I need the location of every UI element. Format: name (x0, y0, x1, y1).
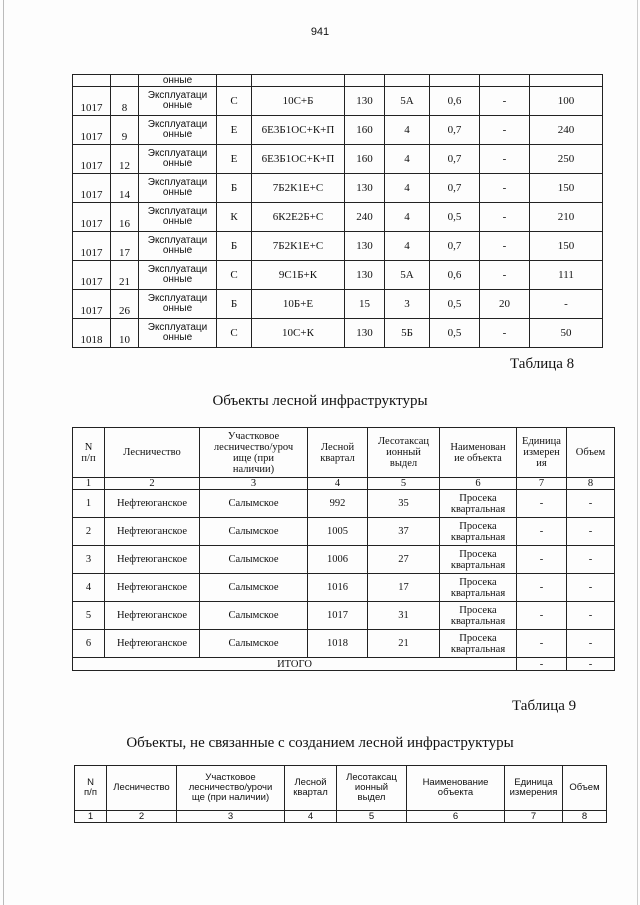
table-cell-object: Просека квартальная (440, 490, 517, 518)
table-cell-type: Эксплуатаци онные (139, 290, 217, 319)
total-row (73, 658, 615, 671)
table-cell-density: 0,7 (430, 174, 480, 203)
table-cell-age: 160 (345, 116, 385, 145)
table-cell-age: 130 (345, 319, 385, 348)
table-cell-density: 0,5 (430, 319, 480, 348)
table-cell-species: С (217, 87, 252, 116)
table-cell-bonitet: 4 (385, 203, 430, 232)
table-cell-allotment: 37 (368, 518, 440, 546)
header-cell (517, 428, 567, 478)
table-9-header (75, 766, 607, 823)
table-row (73, 261, 603, 290)
table-cell-col9: 20 (480, 290, 530, 319)
column-number-row (75, 811, 607, 823)
table-cell-species: Б (217, 174, 252, 203)
table-cell-allotment: 9 (111, 116, 139, 145)
header-text-line: лесничество/уроч (213, 441, 294, 453)
header-cell (107, 766, 177, 811)
table-cell-empty (217, 75, 252, 87)
column-number-cell: 1 (73, 478, 105, 490)
table-cell-allotment: 17 (368, 574, 440, 602)
header-cell (337, 766, 407, 811)
table-cell-volume: - (567, 602, 615, 630)
header-text-line: ия (536, 458, 547, 469)
page-edge-right (637, 0, 638, 905)
page-number: 941 (310, 26, 330, 38)
header-text-line: Единица (514, 777, 553, 788)
table-cell-allotment: 27 (368, 546, 440, 574)
table-row (73, 490, 615, 518)
table-cell-quarter: 1016 (308, 574, 368, 602)
header-text-line: N (87, 777, 94, 788)
table-cell-bonitet: 3 (385, 290, 430, 319)
table-cell-species: Е (217, 116, 252, 145)
column-number-cell: 3 (177, 811, 285, 823)
header-text-line: п/п (84, 787, 97, 798)
table-cell-quarter: 1017 (73, 261, 111, 290)
header-text-line: измерен (523, 447, 560, 458)
table-cell-species: Б (217, 232, 252, 261)
table-cell-object: Просека квартальная (440, 546, 517, 574)
table-cell-age: 15 (345, 290, 385, 319)
header-row (73, 428, 615, 478)
table-cell-formula: 10С+К (252, 319, 345, 348)
table-row (73, 319, 603, 348)
column-number-cell: 4 (285, 811, 337, 823)
table-cell-col10: 240 (530, 116, 603, 145)
table-cell-col10: 150 (530, 174, 603, 203)
table-cell-col9: - (480, 174, 530, 203)
table-cell-quarter: 1006 (308, 546, 368, 574)
table-9 (74, 765, 607, 823)
table-cell-allotment: 31 (368, 602, 440, 630)
table-cell-unit: - (517, 602, 567, 630)
table-cell-volume: - (567, 574, 615, 602)
table-cell-quarter: 1017 (73, 116, 111, 145)
table-cell-bonitet: 5Б (385, 319, 430, 348)
table-cell-unit: - (517, 574, 567, 602)
header-cell (200, 428, 308, 478)
header-text-line: ионный (386, 447, 421, 458)
header-cell (73, 428, 105, 478)
table-cell-number: 6 (73, 630, 105, 658)
table-8-caption: Таблица 8 (510, 356, 575, 372)
header-text-line: выдел (389, 458, 418, 469)
column-number-cell: 1 (75, 811, 107, 823)
table-cell-allotment: 8 (111, 87, 139, 116)
table-cell-bonitet: 4 (385, 174, 430, 203)
table-cell-district: Салымское (200, 574, 308, 602)
header-text-line: выдел (357, 792, 386, 803)
page-edge-left (3, 0, 4, 905)
table-cell-empty (385, 75, 430, 87)
table-cell-col10: 210 (530, 203, 603, 232)
table-row (73, 574, 615, 602)
column-number-cell: 6 (440, 478, 517, 490)
header-text-line: N (84, 441, 93, 453)
table-cell-district: Салымское (200, 546, 308, 574)
table-cell-allotment: 16 (111, 203, 139, 232)
table-cell-forestry: Нефтеюганское (105, 490, 200, 518)
header-text-line: лесничество/урочи (188, 782, 273, 793)
header-text-line: Участковое (205, 772, 256, 783)
column-number-cell: 7 (517, 478, 567, 490)
table-cell-species: Б (217, 290, 252, 319)
table-cell-bonitet: 4 (385, 116, 430, 145)
header-text-line: Лесной (294, 777, 327, 788)
table-cell-empty (345, 75, 385, 87)
total-label: ИТОГО (73, 658, 517, 671)
table-cell-allotment: 35 (368, 490, 440, 518)
table-cell-number: 4 (73, 574, 105, 602)
table-cell-quarter: 1017 (73, 203, 111, 232)
header-text-line: Лесотаксац (377, 436, 430, 447)
table-cell-age: 240 (345, 203, 385, 232)
table-cell-empty (73, 75, 111, 87)
table-row (73, 203, 603, 232)
table-cell-col10: 250 (530, 145, 603, 174)
header-text-line: Наименован (450, 441, 506, 453)
table-cell-district: Салымское (200, 518, 308, 546)
header-text-line: Лесничество (113, 782, 170, 793)
table-cell-formula: 9С1Б+К (252, 261, 345, 290)
header-text-line: ионный (354, 782, 389, 793)
table-cell-density: 0,7 (430, 232, 480, 261)
header-cell (177, 766, 285, 811)
table-cell-col10: 150 (530, 232, 603, 261)
table-row (73, 145, 603, 174)
header-text-line: п/п (81, 452, 96, 464)
header-text-line: объекта (437, 787, 474, 798)
header-text-line: ище (при (233, 452, 274, 464)
table-cell-col9: - (480, 232, 530, 261)
table-8-body (73, 490, 615, 671)
table-cell-formula: 10С+Б (252, 87, 345, 116)
header-text-line: Лесничество (123, 447, 181, 458)
table-cell-formula: 6Е3Б1ОС+К+П (252, 116, 345, 145)
column-number-cell: 4 (308, 478, 368, 490)
table-cell-species: С (217, 261, 252, 290)
header-cell (440, 428, 517, 478)
table-cell-quarter: 1017 (73, 174, 111, 203)
table-cell-col9: - (480, 116, 530, 145)
table-cell-type: Эксплуатаци онные (139, 174, 217, 203)
table-cell-quarter: 992 (308, 490, 368, 518)
table-cell-empty (480, 75, 530, 87)
table-cell-species: К (217, 203, 252, 232)
table-cell-volume: - (567, 518, 615, 546)
table-cell-col9: - (480, 319, 530, 348)
total-volume: - (567, 658, 615, 671)
header-text-line: измерения (509, 787, 558, 798)
header-text-line: Лесотаксац (346, 772, 397, 783)
table-cell-density: 0,6 (430, 261, 480, 290)
table-cell-forestry: Нефтеюганское (105, 546, 200, 574)
table-cell-col9: - (480, 203, 530, 232)
table-cell-forestry: Нефтеюганское (105, 518, 200, 546)
table-cell-unit: - (517, 546, 567, 574)
table-cell-type: Эксплуатаци онные (139, 203, 217, 232)
table-row (73, 174, 603, 203)
table-cell-number: 3 (73, 546, 105, 574)
table-cell-quarter: 1018 (73, 319, 111, 348)
table-7-continuation (72, 74, 603, 348)
column-number-cell: 8 (567, 478, 615, 490)
table-cell-type: Эксплуатаци онные (139, 319, 217, 348)
table-cell-district: Салымское (200, 630, 308, 658)
table-row (73, 518, 615, 546)
table-row (73, 630, 615, 658)
column-number-cell: 5 (337, 811, 407, 823)
table-cell-age: 130 (345, 261, 385, 290)
table-cell-volume: - (567, 546, 615, 574)
table-7-body (73, 75, 603, 348)
table-8 (72, 427, 615, 671)
column-number-cell: 6 (407, 811, 505, 823)
table-cell-allotment: 10 (111, 319, 139, 348)
table-8-title: Объекты лесной инфраструктуры (212, 393, 428, 409)
table-cell-forestry: Нефтеюганское (105, 602, 200, 630)
table-cell-type: Эксплуатаци онные (139, 261, 217, 290)
table-cell-object: Просека квартальная (440, 602, 517, 630)
table-cell-bonitet: 5А (385, 261, 430, 290)
table-cell-age: 130 (345, 232, 385, 261)
table-cell-type: онные (139, 75, 217, 87)
table-cell-unit: - (517, 518, 567, 546)
table-cell-col10: 100 (530, 87, 603, 116)
header-text-line: Единица (522, 436, 561, 447)
table-cell-type: Эксплуатаци онные (139, 87, 217, 116)
total-unit: - (517, 658, 567, 671)
table-cell-quarter: 1017 (73, 232, 111, 261)
column-number-cell: 2 (107, 811, 177, 823)
table-row (73, 602, 615, 630)
table-cell-allotment: 26 (111, 290, 139, 319)
header-cell (368, 428, 440, 478)
table-cell-formula: 10Б+Е (252, 290, 345, 319)
header-text-line: квартал (320, 452, 355, 464)
table-cell-empty (530, 75, 603, 87)
table-cell-age: 160 (345, 145, 385, 174)
table-cell-empty (430, 75, 480, 87)
column-number-cell: 5 (368, 478, 440, 490)
header-cell (75, 766, 107, 811)
table-cell-number: 5 (73, 602, 105, 630)
table-cell-quarter: 1018 (308, 630, 368, 658)
column-number-cell: 3 (200, 478, 308, 490)
table-cell-unit: - (517, 490, 567, 518)
header-row (75, 766, 607, 811)
table-cell-col9: - (480, 145, 530, 174)
table-cell-formula: 6К2Е2Б+С (252, 203, 345, 232)
table-row (73, 87, 603, 116)
column-number-cell: 2 (105, 478, 200, 490)
table-row (73, 232, 603, 261)
table-cell-type: Эксплуатаци онные (139, 145, 217, 174)
table-row (73, 75, 603, 87)
table-cell-density: 0,7 (430, 116, 480, 145)
table-cell-district: Салымское (200, 490, 308, 518)
table-cell-bonitet: 4 (385, 232, 430, 261)
table-cell-allotment: 21 (111, 261, 139, 290)
header-text-line: Объем (569, 782, 600, 793)
header-text-line: ие объекта (454, 452, 502, 464)
table-cell-col9: - (480, 87, 530, 116)
table-cell-empty (252, 75, 345, 87)
column-number-cell: 8 (563, 811, 607, 823)
table-cell-empty (111, 75, 139, 87)
table-cell-bonitet: 4 (385, 145, 430, 174)
table-cell-allotment: 14 (111, 174, 139, 203)
header-text-line: Объем (575, 447, 606, 458)
table-cell-number: 1 (73, 490, 105, 518)
table-cell-species: С (217, 319, 252, 348)
table-row (73, 546, 615, 574)
table-row (73, 290, 603, 319)
header-cell (308, 428, 368, 478)
table-cell-object: Просека квартальная (440, 518, 517, 546)
table-cell-age: 130 (345, 87, 385, 116)
header-text-line: ще (при наличии) (191, 792, 270, 803)
table-cell-forestry: Нефтеюганское (105, 574, 200, 602)
header-text-line: наличии) (232, 463, 275, 475)
table-cell-district: Салымское (200, 602, 308, 630)
table-cell-forestry: Нефтеюганское (105, 630, 200, 658)
column-number-cell: 7 (505, 811, 563, 823)
header-cell (285, 766, 337, 811)
header-text-line: Лесной (320, 441, 355, 453)
table-8-header (73, 428, 615, 490)
header-text-line: Участковое (227, 430, 280, 442)
table-cell-quarter: 1017 (308, 602, 368, 630)
table-9-caption: Таблица 9 (512, 698, 577, 714)
header-cell (563, 766, 607, 811)
table-cell-unit: - (517, 630, 567, 658)
header-text-line: квартал (293, 787, 328, 798)
table-cell-formula: 7Б2К1Е+С (252, 232, 345, 261)
table-row (73, 116, 603, 145)
table-cell-object: Просека квартальная (440, 574, 517, 602)
table-cell-bonitet: 5А (385, 87, 430, 116)
table-cell-species: Е (217, 145, 252, 174)
header-cell (567, 428, 615, 478)
table-cell-quarter: 1017 (73, 290, 111, 319)
table-cell-formula: 7Б2К1Е+С (252, 174, 345, 203)
table-cell-quarter: 1005 (308, 518, 368, 546)
table-cell-age: 130 (345, 174, 385, 203)
table-cell-density: 0,6 (430, 87, 480, 116)
table-cell-col10: 50 (530, 319, 603, 348)
table-cell-volume: - (567, 490, 615, 518)
table-cell-col9: - (480, 261, 530, 290)
table-cell-allotment: 12 (111, 145, 139, 174)
table-cell-formula: 6Е3Б1ОС+К+П (252, 145, 345, 174)
column-number-row (73, 478, 615, 490)
table-cell-density: 0,5 (430, 290, 480, 319)
table-cell-col10: 111 (530, 261, 603, 290)
table-cell-density: 0,5 (430, 203, 480, 232)
table-cell-col10: - (530, 290, 603, 319)
table-cell-object: Просека квартальная (440, 630, 517, 658)
table-cell-number: 2 (73, 518, 105, 546)
table-cell-quarter: 1017 (73, 145, 111, 174)
table-9-title: Объекты, не связанные с созданием лесной инфраструктуры (126, 735, 514, 751)
table-cell-volume: - (567, 630, 615, 658)
header-cell (407, 766, 505, 811)
table-cell-type: Эксплуатаци онные (139, 116, 217, 145)
table-cell-type: Эксплуатаци онные (139, 232, 217, 261)
header-text-line: Наименование (422, 777, 489, 788)
header-cell (505, 766, 563, 811)
table-cell-quarter: 1017 (73, 87, 111, 116)
header-cell (105, 428, 200, 478)
table-cell-density: 0,7 (430, 145, 480, 174)
table-cell-allotment: 17 (111, 232, 139, 261)
table-cell-allotment: 21 (368, 630, 440, 658)
